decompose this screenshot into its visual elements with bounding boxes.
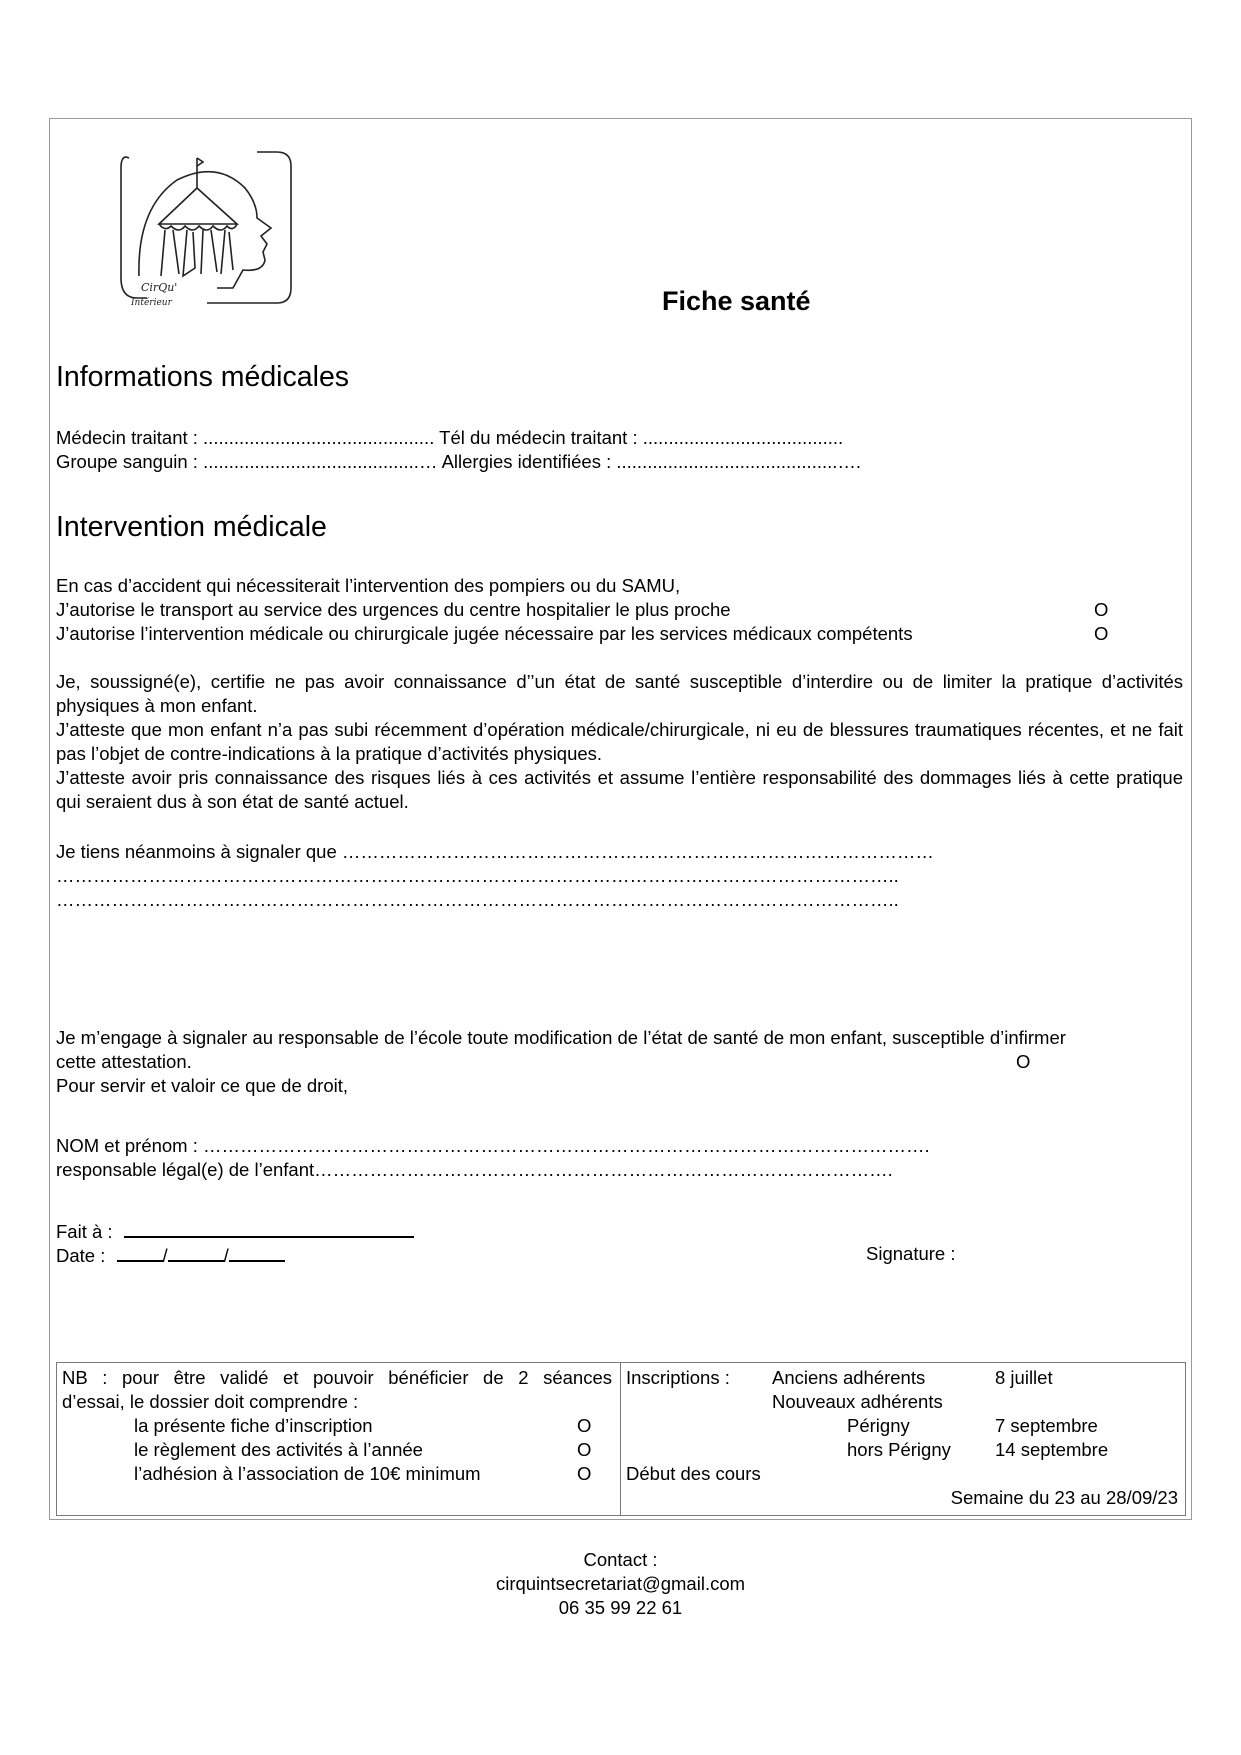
authorize-transport-label: J’autorise le transport au service des urgences du centre hospitalier le plus proche xyxy=(56,599,731,620)
signature-label: Signature : xyxy=(866,1243,956,1264)
info-box-divider xyxy=(620,1362,621,1516)
engagement-text: Je m’engage à signaler au responsable de l’école toute modification de l’état de santé de mon enfant, susceptible d’infirmer xyxy=(56,1027,1066,1048)
signal-line-3[interactable]: ……………………………………………………………………………………………………………………….. xyxy=(56,889,899,910)
pour-servir-text: Pour servir et valoir ce que de droit, xyxy=(56,1075,349,1096)
nb-item-label: l’adhésion à l’association de 10€ minimum xyxy=(134,1463,481,1484)
intervention-intro: En cas d’accident qui nécessiterait l’intervention des pompiers ou du SAMU, xyxy=(56,575,681,596)
authorize-intervention-checkbox[interactable]: O xyxy=(1094,623,1109,644)
nb-item-checkbox[interactable]: O xyxy=(577,1415,592,1436)
contact-phone: 06 35 99 22 61 xyxy=(558,1597,683,1618)
attestation-paragraph-2: J’atteste que mon enfant n’a pas subi récemment d’opération médicale/chirurgicale, ni eu de blessures traumatiques récentes, et ne fait pas l’objet de contre-indications à la pratique d’activités physiques. xyxy=(56,719,1183,764)
anciens-date: 8 juillet xyxy=(995,1367,1053,1388)
cirqu-interieur-logo xyxy=(117,148,299,310)
hors-perigny-date: 14 septembre xyxy=(995,1439,1109,1460)
signal-line-2[interactable]: ……………………………………………………………………………………………………………………….. xyxy=(56,865,899,886)
date-day-field[interactable] xyxy=(117,1242,163,1262)
date-month-field[interactable] xyxy=(168,1242,224,1262)
nb-line-2: d’essai, le dossier doit comprendre : xyxy=(62,1391,359,1412)
perigny-date: 7 septembre xyxy=(995,1415,1098,1436)
hors-perigny-label: hors Périgny xyxy=(847,1439,951,1460)
signal-line-1[interactable]: Je tiens néanmoins à signaler que …………………………………………………………………………………… xyxy=(56,841,934,862)
nb-item-checkbox[interactable]: O xyxy=(577,1439,592,1460)
nb-item-checkbox[interactable]: O xyxy=(577,1463,592,1484)
attestation-paragraph-1: Je, soussigné(e), certifie ne pas avoir connaissance d’’un état de santé susceptible d’interdire ou de limiter la pratique d’activités physiques à mon enfant. xyxy=(56,671,1183,716)
date-year-field[interactable] xyxy=(229,1242,285,1262)
heading-medical-info: Informations médicales xyxy=(56,361,350,393)
perigny-label: Périgny xyxy=(847,1415,910,1436)
date-label: Date : xyxy=(56,1245,106,1266)
date-separator: / xyxy=(162,1245,168,1266)
fait-a-label: Fait à : xyxy=(56,1221,113,1242)
heading-intervention: Intervention médicale xyxy=(56,511,327,543)
engagement-checkbox[interactable]: O xyxy=(1016,1051,1031,1072)
name-line[interactable]: NOM et prénom : ………………………………………………………………………………………………………. xyxy=(56,1135,930,1156)
contact-label: Contact : xyxy=(583,1549,658,1570)
inscriptions-label: Inscriptions : xyxy=(626,1367,730,1388)
fait-a-field[interactable] xyxy=(124,1218,414,1238)
form-frame xyxy=(49,118,1192,1520)
date-separator: / xyxy=(223,1245,229,1266)
nb-item-label: le règlement des activités à l’année xyxy=(134,1439,423,1460)
semaine-dates: Semaine du 23 au 28/09/23 xyxy=(950,1487,1178,1508)
anciens-label: Anciens adhérents xyxy=(772,1367,926,1388)
authorize-transport-checkbox[interactable]: O xyxy=(1094,599,1109,620)
debut-cours-label: Début des cours xyxy=(626,1463,761,1484)
form-title: Fiche santé xyxy=(662,286,811,316)
svg-text:Intérieur: Intérieur xyxy=(131,298,172,308)
doctor-line[interactable]: Médecin traitant : ............................................. Tél du médecin traitant : ....................................... xyxy=(56,427,844,448)
contact-email[interactable]: cirquintsecretariat@gmail.com xyxy=(495,1573,746,1594)
attestation-paragraph-3: J’atteste avoir pris connaissance des risques liés à ces activités et assume l’entière responsabilité des dommages liés à cette pratique qui seraient dus à son état de santé actuel. xyxy=(56,767,1183,812)
blood-allergy-line[interactable]: Groupe sanguin : ..........................................… Allergies identifiées : ...........................................…. xyxy=(56,451,862,472)
svg-text:CirQu': CirQu' xyxy=(141,281,178,294)
nb-line-1: NB : pour être validé et pouvoir bénéficier de 2 séances xyxy=(62,1367,612,1388)
fait-a-row xyxy=(56,1218,414,1244)
date-row xyxy=(56,1242,285,1268)
engagement-text-end: cette attestation. xyxy=(56,1051,192,1072)
nb-item-label: la présente fiche d’inscription xyxy=(134,1415,373,1436)
legal-guardian-line[interactable]: responsable légal(e) de l’enfant…………………………………………………………………………………. xyxy=(56,1159,893,1180)
authorize-intervention-label: J’autorise l’intervention médicale ou chirurgicale jugée nécessaire par les services médicaux compétents xyxy=(56,623,913,644)
nouveaux-label: Nouveaux adhérents xyxy=(772,1391,943,1412)
